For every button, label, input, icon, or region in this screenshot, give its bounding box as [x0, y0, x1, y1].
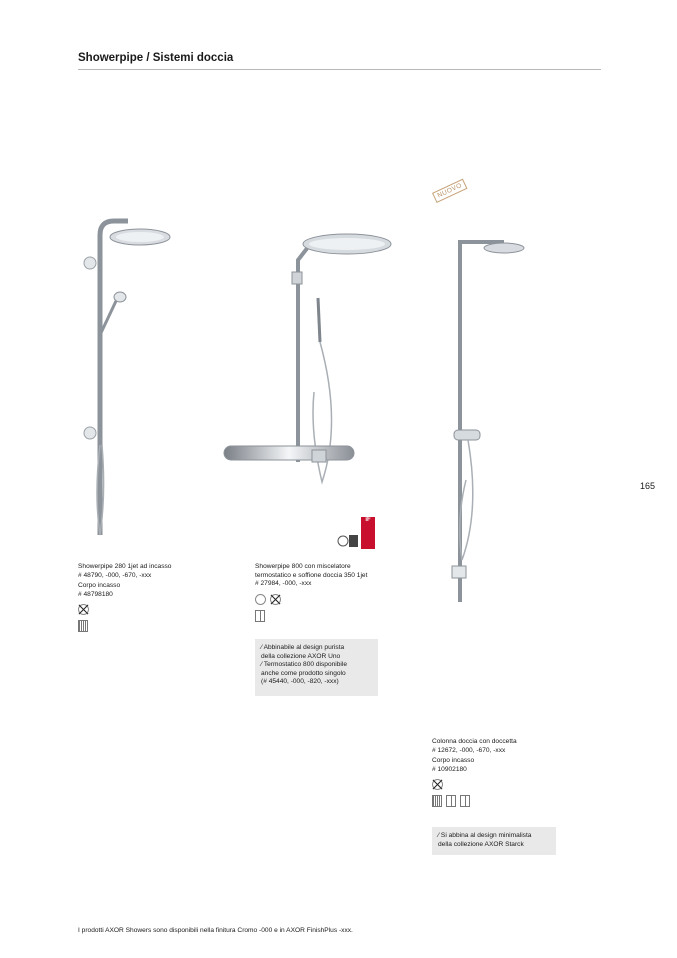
product-2-install-icons — [255, 610, 367, 622]
product-1-sub-label: Corpo incasso — [78, 582, 121, 590]
title-divider — [78, 69, 601, 70]
no-handshower-icon — [270, 594, 281, 605]
product-3-install-icons — [432, 795, 517, 807]
note-line: della collezione AXOR Uno — [261, 652, 341, 660]
product-3-sub-label: Corpo incasso — [432, 757, 475, 765]
showerpipe-800-image — [222, 232, 392, 492]
product-3-sub-code: # 10902180 — [432, 765, 467, 773]
footer-note: I prodotti AXOR Showers sono disponibili nella finitura Cromo -000 e in AXOR FinishPlus -xxx. — [78, 927, 353, 934]
product-1-sub-code: # 48798180 — [78, 590, 113, 598]
if-award-icon — [361, 517, 375, 549]
exposed-installation-icon — [446, 795, 456, 807]
wall-installation-icon — [78, 620, 88, 632]
thermostat-icon — [255, 594, 266, 605]
product-1-icons — [78, 604, 171, 615]
exposed-installation-icon — [255, 610, 265, 622]
if-award-label: iF — [365, 517, 371, 523]
product-2-name-line1: Showerpipe 800 con miscelatore — [255, 563, 351, 570]
product-1-name: Showerpipe 280 1jet ad incasso — [78, 563, 172, 570]
note-line: (# 45440, -000, -820, -xxx) — [261, 678, 339, 686]
note-line: anche come prodotto singolo — [261, 669, 346, 677]
design-award-icon — [337, 532, 359, 550]
exposed-installation-icon — [460, 795, 470, 807]
product-2-icons — [255, 594, 367, 605]
product-2-codes: # 27984, -000, -xxx — [255, 580, 312, 588]
showerpipe-280-image — [80, 215, 180, 545]
wall-installation-icon — [432, 795, 442, 807]
product-3-notes — [432, 827, 556, 855]
product-1-install-icons — [78, 620, 171, 632]
new-badge: NUOVO — [432, 178, 468, 202]
note-line: ⁄ Abbinabile al design purista — [261, 644, 345, 651]
product-3-codes: # 12672, -000, -670, -xxx — [432, 746, 506, 754]
product-2-info — [255, 563, 367, 622]
product-1-codes: # 48790, -000, -670, -xxx — [78, 571, 152, 579]
product-1-info — [78, 563, 171, 632]
product-3-info — [432, 738, 517, 807]
page-title: Showerpipe / Sistemi doccia — [78, 52, 234, 64]
product-2-notes — [255, 639, 378, 696]
page-number: 165 — [640, 481, 656, 491]
product-2-name-line2: termostatico e soffione doccia 350 1jet — [255, 571, 368, 579]
note-line: della collezione AXOR Starck — [438, 840, 524, 848]
colonna-doccia-image — [440, 230, 540, 610]
note-line: ⁄ Termostatico 800 disponibile — [261, 661, 348, 669]
no-handshower-icon — [78, 604, 89, 615]
product-3-name: Colonna doccia con doccetta — [432, 738, 517, 745]
product-3-icons — [432, 779, 517, 790]
note-line: ⁄ Si abbina al design minimalista — [438, 832, 532, 839]
no-handshower-icon — [432, 779, 443, 790]
